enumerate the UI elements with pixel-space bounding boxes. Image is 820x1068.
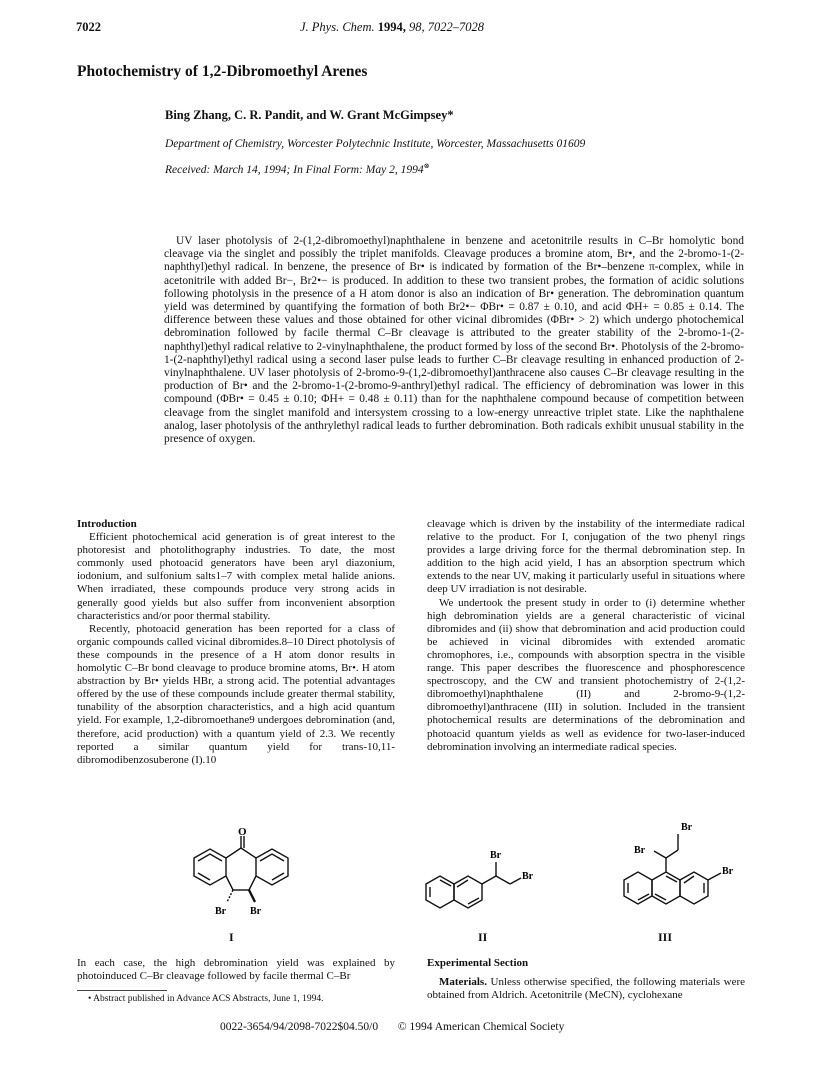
structure-I-br-left: Br: [215, 906, 227, 917]
author-list: Bing Zhang, C. R. Pandit, and W. Grant McGimpsey*: [165, 108, 454, 122]
structure-I-oxygen: O: [238, 826, 247, 838]
section-heading-experimental: Experimental Section: [427, 957, 529, 969]
journal-name: J. Phys. Chem.: [300, 20, 375, 34]
abstract: UV laser photolysis of 2-(1,2-dibromoethyl)naphthalene in benzene and acetonitrile results in C–Br homolytic bond cleavage via the singlet and possibly the triplet manifolds. Cleavage produces a bromine atom, Br•, and the 2-bromo-1-(2-naphthyl)ethyl radical. In benzene, the presence of Br• is indicated by formation of the Br•–benzene π-complex, while in acetonitrile with added Br−, Br2•− is produced. In addition to these two transient probes, the formation of acidic solutions following photolysis in the presence of a H atom donor is also an indication of Br• generation. The debromination quantum yield was determined by quantifying the formation of both Br2•− ΦBr• = 0.87 ± 0.10, and acid ΦH+ = 0.85 ± 0.14. The difference between these values and those obtained for other vicinal dibromides (ΦBr• > 2) which undergo photochemical debromination followed by facile thermal C–Br cleavage is attributed to the greater stability of the 2-bromo-1-(2-naphthyl)ethyl radical relative to 2-vinylnaphthalene, the product formed by loss of the second Br•. Photolysis of the 2-bromo-1-(2-naphthyl)ethyl radical using a second laser pulse leads to further C–Br cleavage resulting in enhanced production of 2-vinylnaphthalene. UV laser photolysis of 2-bromo-9-(1,2-dibromoethyl)anthracene also causes C–Br cleavage resulting in the production of Br• and the 2-bromo-1-(2-bromo-9-anthryl)ethyl radical. The efficiency of debromination was lower in this compound (ΦBr• = 0.45 ± 0.10; ΦH+ = 0.48 ± 0.11) than for the naphthalene compound because of competition between cleavage from the singlet manifold and intersystem crossing to a low-energy unreactive triplet state. Like the naphthalene analog, laser photolysis of the anthrylethyl radical leads to further debromination. Both radicals exhibit unusual stability in the presence of oxygen.: [164, 235, 744, 446]
intro-paragraph-2: Recently, photoacid generation has been reported for a class of organic compounds called vicinal dibromides.8–10 Direct photolysis of these compounds in the presence of a H atom donor results in homolytic C–Br bond cleavage to produce bromine atoms, Br•. H atom abstraction by Br• yields HBr, a strong acid. The potential advantages offered by the use of these compounds include greater thermal stability, tunability of the absorption characteristics, and a high acid quantum yield. For example, 1,2-dibromoethane9 undergoes debromination (and, therefore, acid production) with a quantum yield of 2.3. We recently reported a similar quantum yield for trans-10,11-dibromodibenzosuberone (I).10: [77, 622, 395, 766]
structure-I-br-right: Br: [250, 906, 262, 917]
right-paragraph-1: cleavage which is driven by the instability of the intermediate radical relative to the product. For I, conjugation of the two phenyl rings provides a large driving force for the thermal debromination step. In addition to the high acid yield, I has an absorption spectrum which extends to the near UV, making it particularly useful in situations where deep UV irradiation is not desirable.: [427, 518, 745, 596]
intro-paragraph-1: Efficient photochemical acid generation is of great interest to the photoresist and photolithography industries. To date, the most commonly used photoacid generators have been aryl diazonium, iodonium, and sulfonium salts1–7 with complex metal halide anions. When irradiated, these compounds produce very strong acids in generally good yields but also suffer from inconvenient absorption characteristics and/or poor thermal stability.: [77, 531, 395, 622]
structure-III: [618, 818, 758, 918]
received-dates: [165, 164, 429, 176]
structure-I: [172, 828, 312, 938]
affiliation: Department of Chemistry, Worcester Polytechnic Institute, Worcester, Massachusetts 01609: [165, 138, 586, 150]
structure-III-br-mid: Br: [634, 845, 646, 856]
continuation-paragraph: In each case, the high debromination yield was explained by photoinduced C–Br cleavage followed by facile thermal C–Br: [77, 957, 395, 983]
received-text: Received: March 14, 1994; In Final Form: May 2, 1994: [165, 164, 424, 176]
article-code: 0022-3654/94/2098-7022$04.50/0: [220, 1021, 379, 1033]
materials-lead: Materials.: [439, 976, 487, 988]
right-paragraph-2: We undertook the present study in order to (i) determine whether high debromination yields are a general characteristic of vicinal dibromides and (ii) show that debromination and acid production could be achieved in vicinal dibromides with extended aromatic chromophores, i.e., compounds with absorption spectra in the visible range. This paper describes the fluorescence and phosphorescence spectroscopy, and the CW and transient photochemistry of 2-(1,2-dibromoethyl)naphthalene (II) and 2-bromo-9-(1,2-dibromoethyl)anthracene (III) in solution. Included in the transient photochemical results are determinations of the debromination and photoacid quantum yields as well as evidence for two-laser-induced debromination involving an intermediate radical species.: [427, 596, 745, 753]
structure-III-drawing: [618, 818, 758, 918]
structure-II-label: II: [478, 930, 488, 944]
structure-III-label: III: [658, 930, 673, 944]
footnote: • Abstract published in Advance ACS Abstracts, June 1, 1994.: [88, 994, 324, 1004]
footnote-rule: [77, 990, 167, 991]
structure-II-drawing: [420, 842, 550, 912]
section-heading-introduction: Introduction: [77, 518, 137, 530]
materials-text: Unless otherwise specified, the following materials were obtained from Aldrich. Acetonitrile (MeCN), cyclohexane: [427, 976, 746, 1002]
structure-II-br-top: Br: [490, 850, 502, 861]
experimental-paragraph: [427, 976, 745, 1002]
received-mark: ⊗: [423, 162, 430, 171]
structure-I-drawing: [172, 828, 312, 938]
copyright: © 1994 American Chemical Society: [397, 1021, 565, 1033]
journal-volume-pages: 98, 7022–7028: [409, 20, 485, 34]
footer: [220, 1021, 564, 1033]
right-column: [427, 518, 745, 754]
structure-II-br-right: Br: [522, 871, 534, 882]
page-number: 7022: [76, 20, 101, 34]
structure-III-br-ring: Br: [722, 866, 734, 877]
paper-title: Photochemistry of 1,2-Dibromoethyl Arenes: [77, 63, 368, 80]
structure-I-label: I: [229, 930, 234, 944]
journal-citation: [300, 20, 484, 35]
structure-II: [420, 842, 550, 912]
left-column: [77, 518, 395, 767]
structure-III-br-top: Br: [681, 822, 693, 833]
journal-year: 1994,: [377, 20, 406, 34]
